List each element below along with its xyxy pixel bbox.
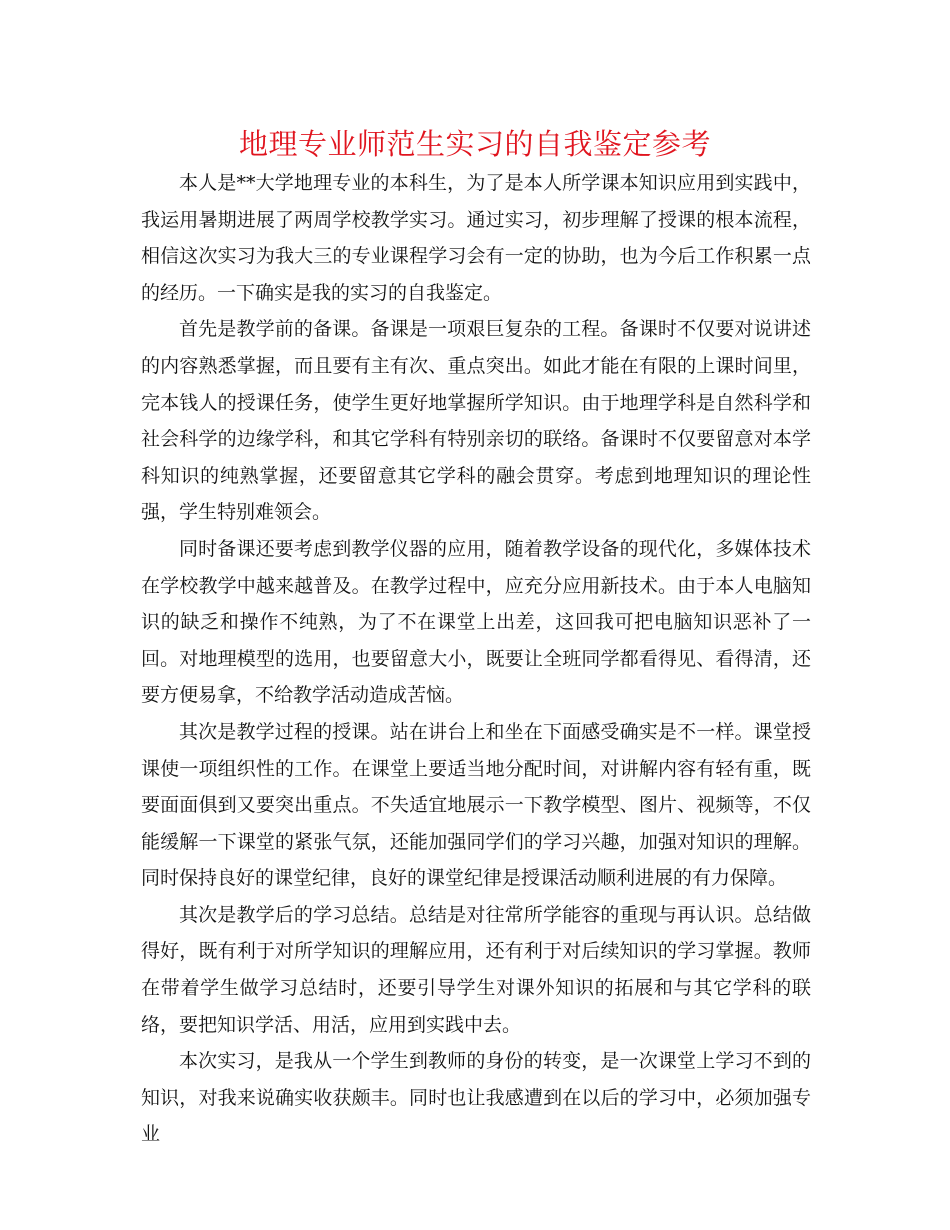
document-title: 地理专业师范生实习的自我鉴定参考 <box>238 127 711 161</box>
paragraph-conclusion: 本次实习，是我从一个学生到教师的身份的转变，是一次课堂上学习不到的知识，对我来说确实收获颇丰。同时也让我感遭到在以后的学习中，必须加强专业 <box>141 1050 811 1146</box>
paragraph-intro: 本人是**大学地理专业的本科生，为了是本人所学课本知识应用到实践中，我运用暑期进展了两周学校教学实习。通过实习，初步理解了授课的根本流程，相信这次实习为我大三的专业课程学习会有一定的协助，也为今后工作积累一点的经历。一下确实是我的实习的自我鉴定。 <box>141 172 811 304</box>
paragraph-learning-summary: 其次是教学后的学习总结。总结是对往常所学能容的重现与再认识。总结做得好，既有利于对所学知识的理解应用，还有利于对后续知识的学习掌握。教师在带着学生做学习总结时，还要引导学生对课外知识的拓展和与其它学科的联络，要把知识学活、用活，应用到实践中去。 <box>141 903 811 1036</box>
paragraph-teaching-equipment: 同时备课还要考虑到教学仪器的应用，随着教学设备的现代化，多媒体技术在学校教学中越来越普及。在教学过程中，应充分应用新技术。由于本人电脑知识的缺乏和操作不纯熟，为了不在课堂上出差，这回我可把电脑知识恶补了一回。对地理模型的选用，也要留意大小，既要让全班同学都看得见、看得清，还要方便易拿，不给教学活动造成苦恼。 <box>141 537 811 707</box>
document-body <box>141 165 811 1153</box>
paragraph-classroom-teaching: 其次是教学过程的授课。站在讲台上和坐在下面感受确实是不一样。课堂授课使一项组织性的工作。在课堂上要适当地分配时间，对讲解内容有轻有重，既要面面俱到又要突出重点。不失适宜地展示一下教学模型、图片、视频等，不仅能缓解一下课堂的紧张气氛，还能加强同学们的学习兴趣，加强对知识的理解。同时保持良好的课堂纪律，良好的课堂纪律是授课活动顺利进展的有力保障。 <box>141 720 811 890</box>
paragraph-lesson-preparation: 首先是教学前的备课。备课是一项艰巨复杂的工程。备课时不仅要对说讲述的内容熟悉掌握，而且要有主有次、重点突出。如此才能在有限的上课时间里，完本钱人的授课任务，使学生更好地掌握所学知识。由于地理学科是自然科学和社会科学的边缘学科，和其它学科有特别亲切的联络。备课时不仅要留意对本学科知识的纯熟掌握，还要留意其它学科的融会贯穿。考虑到地理知识的理论性强，学生特别难领会。 <box>141 318 811 524</box>
